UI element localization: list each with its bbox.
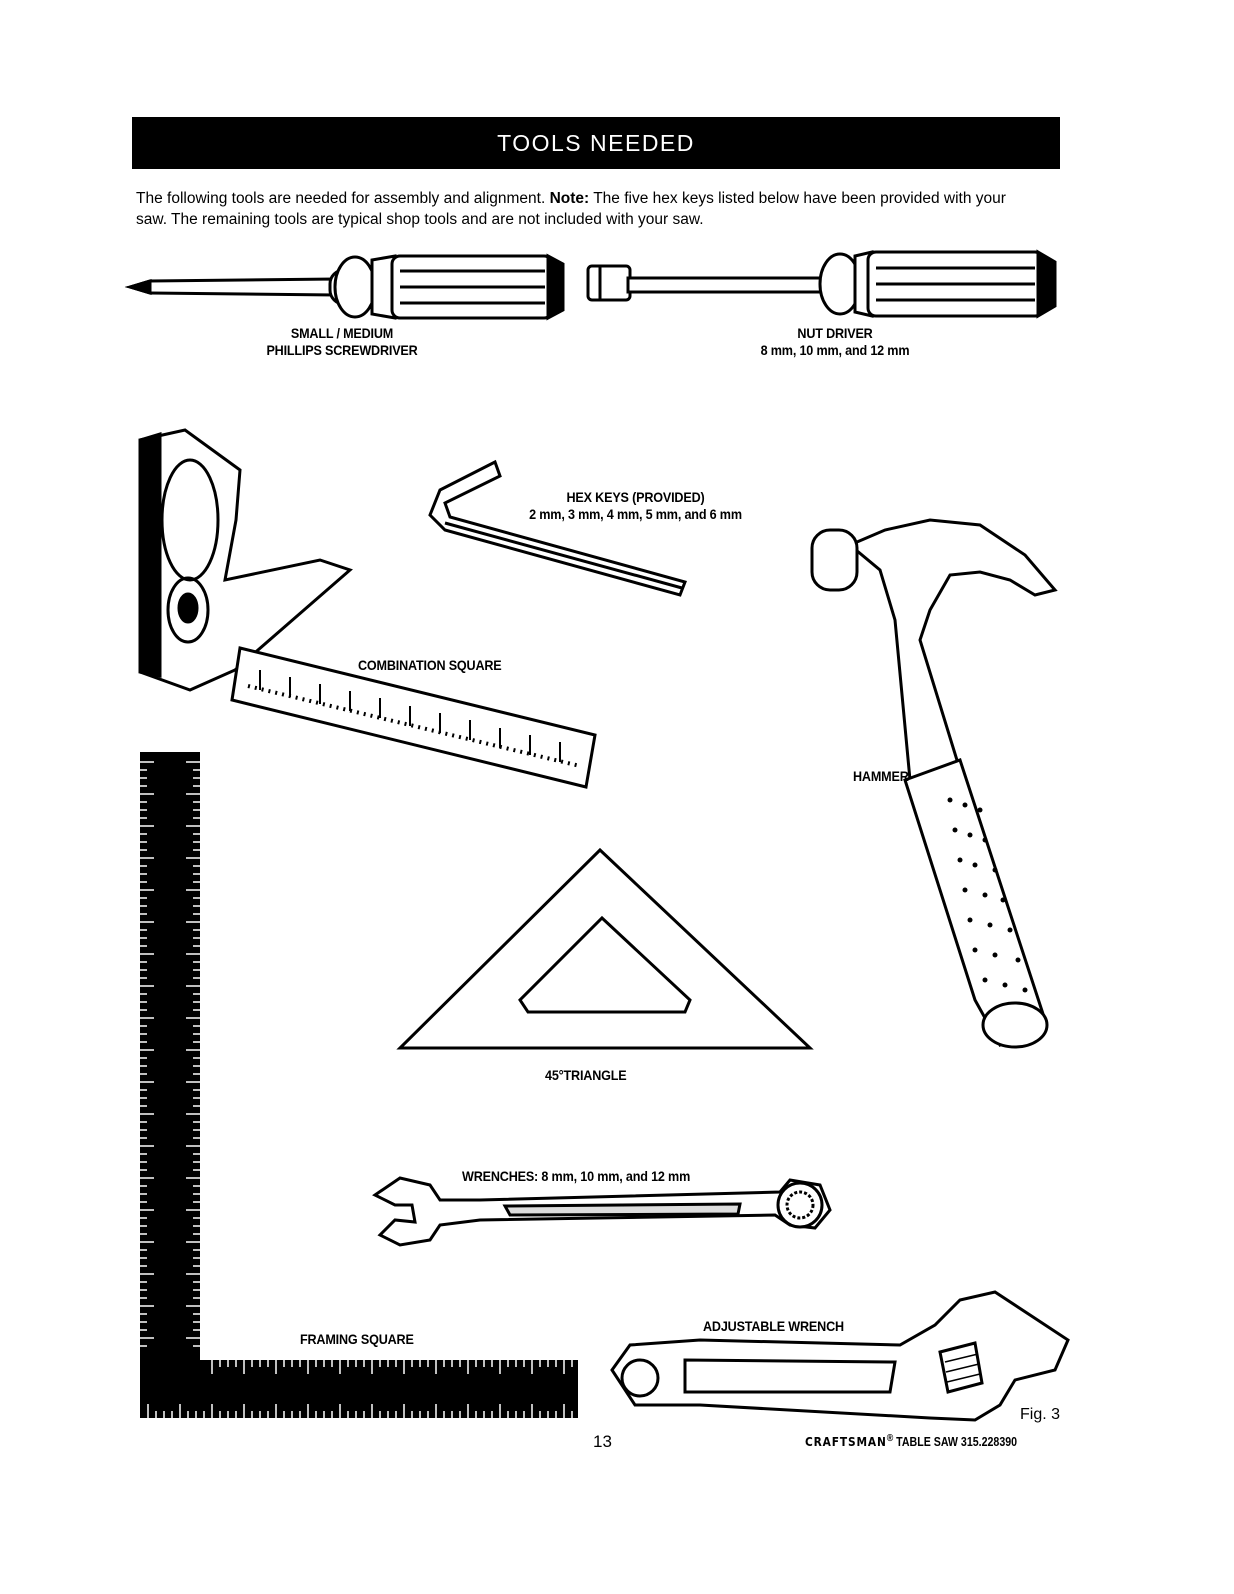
- combination-square-label: COMBINATION SQUARE: [358, 657, 502, 673]
- wrenches-label: WRENCHES: 8 mm, 10 mm, and 12 mm: [462, 1168, 691, 1184]
- adjustable-wrench-label: ADJUSTABLE WRENCH: [703, 1318, 844, 1334]
- hex-keys-sizes: 2 mm, 3 mm, 4 mm, 5 mm, and 6 mm: [529, 506, 742, 522]
- registered-mark: ®: [886, 1433, 894, 1444]
- triangle-illustration: [400, 850, 810, 1048]
- nut-driver-title: NUT DRIVER: [797, 325, 873, 341]
- intro-text-2: The five hex keys listed below have been provided with your saw. The remaining tools are typical shop tools and are not included with your saw.: [136, 190, 1006, 228]
- footer-model: [805, 1433, 1017, 1449]
- triangle-label: 45°TRIANGLE: [545, 1067, 627, 1083]
- hammer-label: HAMMER: [853, 768, 909, 784]
- hex-keys-label: [512, 489, 760, 523]
- framing-square-illustration: [140, 752, 578, 1418]
- model-text: TABLE SAW 315.228390: [893, 1435, 1018, 1450]
- nut-driver-label: [732, 325, 939, 359]
- intro-text-1: The following tools are needed for assembly and alignment.: [136, 190, 550, 207]
- nut-driver-illustration: [588, 252, 1055, 316]
- hex-keys-title: HEX KEYS (PROVIDED): [566, 489, 705, 505]
- adjustable-wrench-illustration: [612, 1292, 1068, 1420]
- screwdriver-type-label: PHILLIPS SCREWDRIVER: [266, 342, 418, 358]
- figure-label: Fig. 3: [1020, 1406, 1061, 1423]
- screwdriver-size-label: SMALL / MEDIUM: [290, 325, 394, 341]
- phillips-screwdriver-illustration: [130, 256, 563, 318]
- combination-square-illustration: [140, 430, 595, 787]
- section-title: TOOLS NEEDED: [132, 117, 1060, 169]
- framing-square-label: FRAMING SQUARE: [300, 1331, 414, 1347]
- nut-driver-sizes: 8 mm, 10 mm, and 12 mm: [760, 342, 910, 358]
- screwdriver-label: [252, 325, 432, 359]
- note-label: Note:: [549, 190, 590, 207]
- page-number: 13: [593, 1432, 612, 1451]
- hex-key-illustration: [430, 462, 685, 595]
- combination-wrench-illustration: [375, 1178, 830, 1245]
- brand-logo: CRAFTSMAN: [805, 1434, 887, 1450]
- hammer-illustration: [812, 520, 1055, 1047]
